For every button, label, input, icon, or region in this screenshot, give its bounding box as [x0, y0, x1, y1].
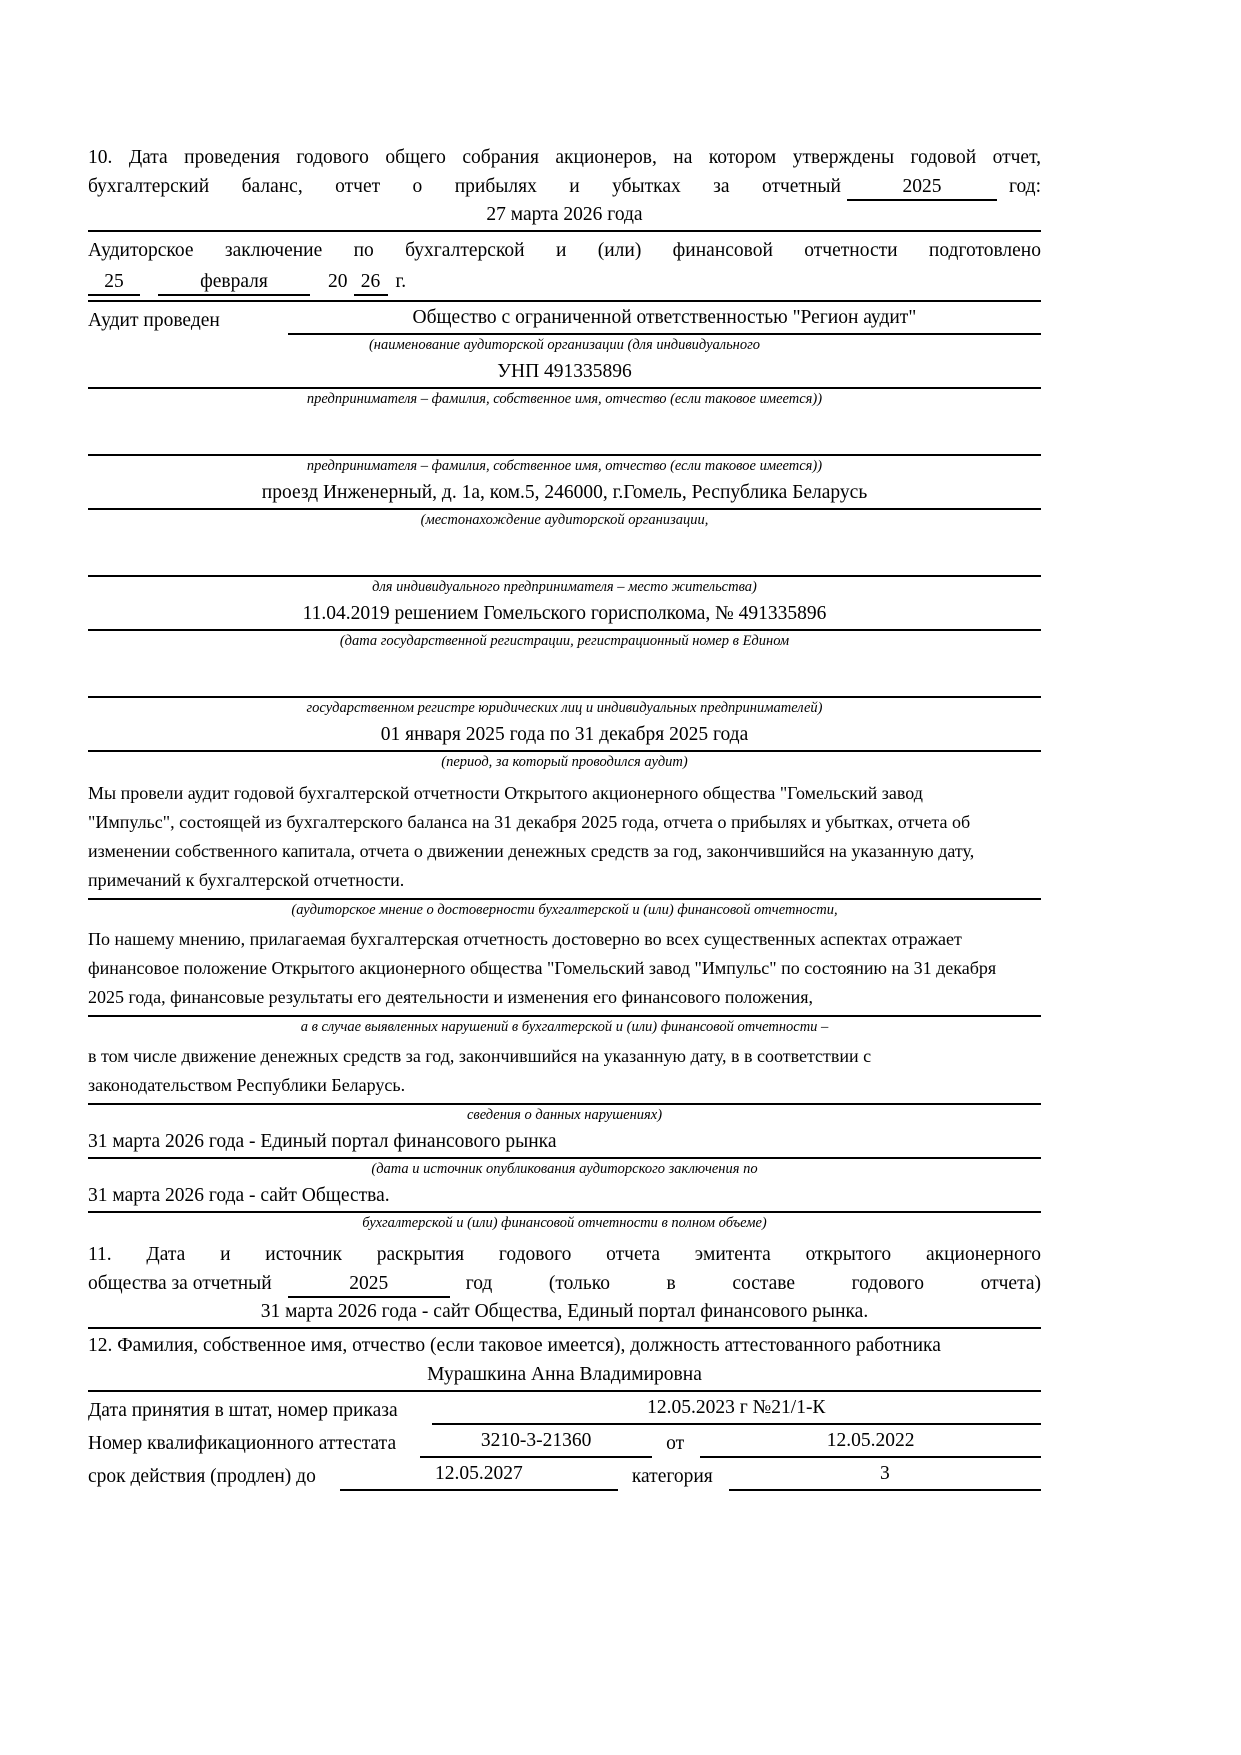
audit-year-field[interactable]: 26: [354, 270, 388, 296]
caption-entrepreneur-1: предпринимателя – фамилия, собственное имя, отчество (если таковое имеется)): [306, 391, 823, 407]
opinion-paragraph-block: [88, 925, 1041, 1038]
publication-source-2[interactable]: 31 марта 2026 года - сайт Общества.: [88, 1182, 1041, 1213]
item-12-category-value[interactable]: 3: [729, 1460, 1041, 1491]
auditor-address-value[interactable]: проезд Инженерный, д. 1а, ком.5, 246000, г.Гомель, Республика Беларусь: [88, 479, 1041, 510]
caption-period: (период, за который проводился аудит): [441, 754, 688, 770]
audit-year-suffix: г.: [395, 271, 407, 292]
item-12-row-validity-label: срок действия (продлен) до: [88, 1466, 316, 1487]
item-12-row-validity: [88, 1460, 1041, 1491]
audit-month-field[interactable]: февраля: [158, 270, 310, 296]
caption-organization-name: (наименование аудиторской организации (для индивидуального: [368, 337, 761, 353]
item-12-row-order: [88, 1394, 1041, 1425]
audit-conducted-row: [88, 304, 1041, 335]
caption-audit-opinion: (аудиторское мнение о достоверности бухгалтерской и (или) финансовой отчетности,: [291, 902, 838, 918]
publication-block: [88, 1128, 1041, 1234]
caption-location: (местонахождение аудиторской организации,: [420, 512, 709, 528]
item-12-certificate-number-value[interactable]: 3210-3-21360: [420, 1427, 652, 1458]
registration-value[interactable]: 11.04.2019 решением Гомельского горисполкома, № 491335896: [88, 600, 1041, 631]
caption-violations-details: сведения о данных нарушениях): [466, 1107, 663, 1123]
audit-conducted-label: Аудит проведен: [88, 310, 220, 331]
audit-day-field[interactable]: 25: [88, 270, 140, 296]
audit-conclusion-block: [88, 236, 1041, 773]
audit-conclusion-date-row: [88, 268, 1041, 296]
blank-field-3[interactable]: [88, 652, 1041, 698]
scope-line-2: "Импульс", состоящей из бухгалтерского баланса на 31 декабря 2025 года, отчета о прибылях и убытках, отчета об: [88, 812, 971, 832]
item-12-block: [88, 1331, 1041, 1491]
item-11-line-2-prefix: общества за отчетный: [88, 1273, 272, 1294]
audit-century-label: 20: [328, 271, 348, 292]
item-11-line-1: 11. Дата и источник раскрытия годового отчета эмитента открытого акционерного: [88, 1244, 1041, 1265]
item-10-line-1: 10. Дата проведения годового общего собрания акционеров, на котором утверждены годовой отчет,: [88, 147, 1041, 168]
caption-registration: (дата государственной регистрации, регистрационный номер в Едином: [339, 633, 790, 649]
audit-conclusion-intro: Аудиторское заключение по бухгалтерской и (или) финансовой отчетности подготовлено: [88, 240, 1041, 261]
item-12-row-order-label: Дата принятия в штат, номер приказа: [88, 1400, 398, 1421]
item-10-year-field[interactable]: 2025: [847, 175, 997, 201]
publication-source-1[interactable]: 31 марта 2026 года - Единый портал финансового рынка: [88, 1128, 1041, 1159]
item-10-line-2: [88, 173, 1041, 201]
audit-date-row-rule: [88, 300, 1041, 302]
scope-line-4: примечаний к бухгалтерской отчетности.: [88, 870, 405, 890]
caption-violations-intro: а в случае выявленных нарушений в бухгалтерской и (или) финансовой отчетности –: [300, 1019, 829, 1035]
blank-field-1[interactable]: [88, 410, 1041, 456]
caption-publication-1: (дата и источник опубликования аудиторского заключения по: [371, 1161, 758, 1177]
item-12-category-label: категория: [631, 1466, 713, 1487]
document-content: [88, 143, 1041, 1491]
scope-line-3: изменении собственного капитала, отчета о движении денежных средств за год, закончившийся на указанную дату,: [88, 841, 975, 861]
violations-line-2: законодательством Республики Беларусь.: [88, 1075, 406, 1095]
item-11-disclosure-value[interactable]: 31 марта 2026 года - сайт Общества, Единый портал финансового рынка.: [88, 1298, 1041, 1329]
item-10-block: [88, 143, 1041, 232]
meeting-date-value[interactable]: 27 марта 2026 года: [88, 201, 1041, 232]
item-11-line-2: [88, 1270, 1041, 1298]
item-12-certificate-from-label: от: [666, 1433, 685, 1454]
unp-value[interactable]: УНП 491335896: [88, 358, 1041, 389]
item-11-line-2-suffix: год (только в составе годового отчета): [465, 1273, 1041, 1294]
scope-line-1: Мы провели аудит годовой бухгалтерской отчетности Открытого акционерного общества "Гомельский завод: [88, 783, 923, 803]
item-12-employee-name[interactable]: Мурашкина Анна Владимировна: [88, 1361, 1041, 1392]
caption-publication-2: бухгалтерской и (или) финансовой отчетности в полном объеме): [362, 1215, 767, 1231]
violations-paragraph-block: [88, 1042, 1041, 1126]
scope-paragraph-block: [88, 779, 1041, 921]
item-12-line-1: 12. Фамилия, собственное имя, отчество (если таковое имеется), должность аттестованного работника: [88, 1335, 941, 1356]
item-10-line-2-text: бухгалтерский баланс, отчет о прибылях и убытках за отчетный: [88, 176, 841, 197]
item-10-line-2-suffix: год:: [1008, 176, 1041, 197]
item-12-validity-value[interactable]: 12.05.2027: [340, 1460, 618, 1491]
caption-residence: для индивидуального предпринимателя – место жительства): [372, 579, 757, 595]
item-12-row-order-value[interactable]: 12.05.2023 г №21/1-К: [432, 1394, 1041, 1425]
item-12-certificate-date-value[interactable]: 12.05.2022: [700, 1427, 1041, 1458]
caption-register: государственном регистре юридических лиц и индивидуальных предпринимателей): [306, 700, 823, 716]
blank-field-2[interactable]: [88, 531, 1041, 577]
opinion-line-3: 2025 года, финансовые результаты его деятельности и изменения его финансового положения,: [88, 987, 813, 1007]
caption-entrepreneur-2: предпринимателя – фамилия, собственное имя, отчество (если таковое имеется)): [306, 458, 823, 474]
item-11-block: [88, 1240, 1041, 1329]
item-12-row-certificate: [88, 1427, 1041, 1458]
auditor-organization-field[interactable]: Общество с ограниченной ответственностью "Регион аудит": [288, 304, 1041, 335]
audit-period-value[interactable]: 01 января 2025 года по 31 декабря 2025 года: [88, 721, 1041, 752]
opinion-line-2: финансовое положение Открытого акционерного общества "Гомельский завод "Импульс" по состоянию на 31 декабря: [88, 958, 997, 978]
item-11-year-field[interactable]: 2025: [288, 1272, 450, 1298]
opinion-line-1: По нашему мнению, прилагаемая бухгалтерская отчетность достоверно во всех существенных аспектах отражает: [88, 929, 962, 949]
violations-line-1: в том числе движение денежных средств за год, закончившийся на указанную дату, в в соответствии с: [88, 1046, 872, 1066]
item-12-row-certificate-label: Номер квалификационного аттестата: [88, 1433, 397, 1454]
